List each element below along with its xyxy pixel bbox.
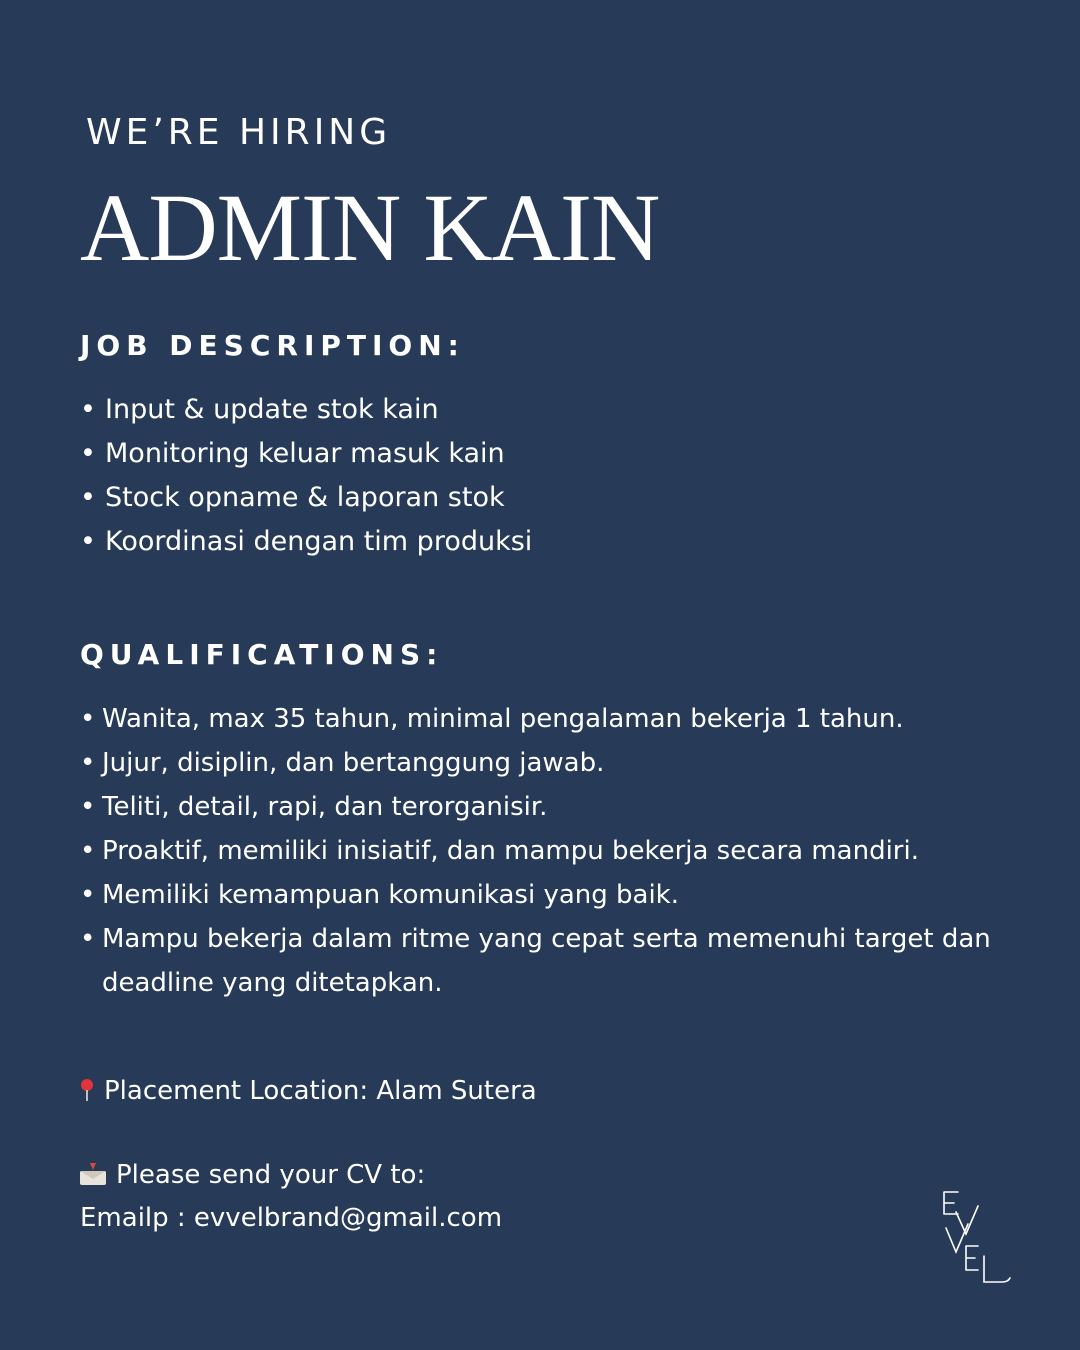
bullet-icon: • [80, 526, 96, 557]
list-item [80, 388, 532, 432]
bullet-icon: • [80, 438, 96, 469]
bullet-icon: • [80, 482, 96, 513]
list-item-text: Stock opname & laporan stok [105, 482, 505, 513]
hiring-eyebrow: WE’RE HIRING [86, 112, 392, 153]
bullet-icon: • [80, 792, 96, 822]
cv-prompt-text: Please send your CV to: [116, 1160, 426, 1190]
list-item-text: Monitoring keluar masuk kain [105, 438, 505, 469]
list-item [80, 917, 1010, 1005]
placement-location-text: Placement Location: Alam Sutera [104, 1076, 537, 1106]
qualifications-list [80, 697, 1010, 1005]
bullet-icon: • [80, 924, 96, 954]
bullet-icon: • [80, 394, 96, 425]
email-address[interactable]: Emailp : evvelbrand@gmail.com [80, 1203, 503, 1233]
bullet-icon: • [80, 704, 96, 734]
job-title: ADMIN KAIN [80, 174, 660, 281]
list-item-text: Koordinasi dengan tim produksi [105, 526, 533, 557]
list-item [80, 829, 1010, 873]
list-item-text: Jujur, disiplin, dan bertanggung jawab. [102, 748, 605, 778]
job-description-heading: JOB DESCRIPTION: [80, 329, 465, 362]
cv-prompt [80, 1160, 425, 1190]
brand-logo [932, 1186, 1016, 1296]
bullet-icon: • [80, 748, 96, 778]
list-item [80, 432, 532, 476]
pin-icon [80, 1077, 94, 1103]
qualifications-heading: QUALIFICATIONS: [80, 638, 444, 671]
list-item [80, 785, 1010, 829]
job-description-list [80, 388, 532, 564]
list-item [80, 520, 532, 564]
placement-location [80, 1076, 537, 1106]
list-item-text: Mampu bekerja dalam ritme yang cepat serta memenuhi target dan deadline yang ditetapkan. [102, 924, 991, 998]
bullet-icon: • [80, 836, 96, 866]
list-item [80, 873, 1010, 917]
envelope-icon [80, 1165, 106, 1185]
list-item-text: Input & update stok kain [105, 394, 439, 425]
list-item [80, 476, 532, 520]
bullet-icon: • [80, 880, 96, 910]
list-item-text: Teliti, detail, rapi, dan terorganisir. [102, 792, 548, 822]
list-item-text: Proaktif, memiliki inisiatif, dan mampu bekerja secara mandiri. [102, 836, 919, 866]
list-item [80, 697, 1010, 741]
list-item-text: Memiliki kemampuan komunikasi yang baik. [102, 880, 680, 910]
list-item [80, 741, 1010, 785]
list-item-text: Wanita, max 35 tahun, minimal pengalaman bekerja 1 tahun. [102, 704, 904, 734]
